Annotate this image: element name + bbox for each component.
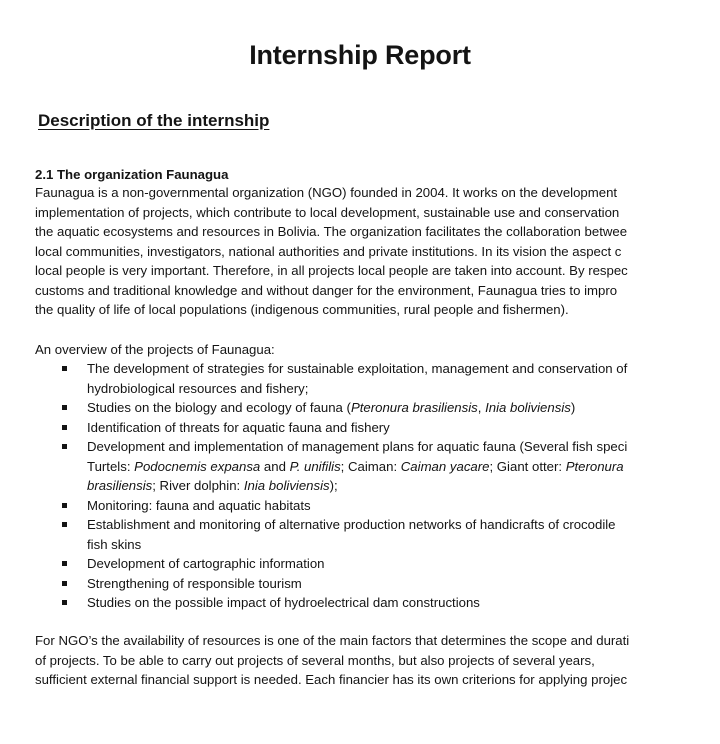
- list-item: Monitoring: fauna and aquatic habitats: [0, 496, 720, 516]
- list-item-continuation: Turtels: Podocnemis expansa and P. unifilis; Caiman: Caiman yacare; Giant otter: Pteronura: [87, 458, 624, 474]
- list-item: Establishment and monitoring of alternative production networks of handicrafts of crocodile: [0, 515, 720, 535]
- paragraph-line: local communities, investigators, national authorities and private institutions. In its vision the aspect c: [35, 243, 622, 259]
- square-bullet-icon: [62, 425, 67, 430]
- paragraph-line: implementation of projects, which contribute to local development, sustainable use and conservation: [35, 204, 620, 220]
- list-item-continuation: hydrobiological resources and fishery;: [87, 380, 309, 396]
- overview-intro: An overview of the projects of Faunagua:: [35, 342, 275, 357]
- paragraph-line: the aquatic ecosystems and resources in Bolivia. The organization facilitates the collaboration betwee: [35, 224, 628, 239]
- square-bullet-icon: [62, 522, 67, 527]
- list-item: Identification of threats for aquatic fauna and fishery: [0, 418, 720, 438]
- projects-bullet-list: [0, 359, 720, 613]
- list-item: Studies on the biology and ecology of fauna (Pteronura brasiliensis, Inia boliviensis): [0, 398, 720, 418]
- paragraph-line: of projects. To be able to carry out projects of several months, but also projects of several years,: [35, 652, 595, 668]
- square-bullet-icon: [62, 561, 67, 566]
- paragraph-line: sufficient external financial support is needed. Each financier has its own criterions for applying projec: [35, 672, 628, 687]
- paragraph-line: local people is very important. Therefore, in all projects local people are taken into account. By respec: [35, 263, 628, 278]
- list-item: Studies on the possible impact of hydroelectrical dam constructions: [0, 593, 720, 613]
- paragraph-resources: [35, 631, 720, 690]
- document-title: Internship Report: [249, 40, 471, 70]
- paragraph-line: For NGO’s the availability of resources is one of the main factors that determines the scope and durati: [35, 633, 630, 648]
- list-item: The development of strategies for sustainable exploitation, management and conservation of: [0, 359, 720, 379]
- section-heading: Description of the internship: [38, 111, 270, 130]
- subsection-heading: 2.1 The organization Faunagua: [35, 167, 229, 182]
- square-bullet-icon: [62, 581, 67, 586]
- list-item: Strengthening of responsible tourism: [0, 574, 720, 594]
- list-item: Development and implementation of management plans for aquatic fauna (Several fish speci: [0, 437, 720, 457]
- paragraph-line: customs and traditional knowledge and without danger for the environment, Faunagua tries to impro: [35, 282, 618, 298]
- square-bullet-icon: [62, 600, 67, 605]
- paragraph-line: Faunagua is a non-governmental organization (NGO) founded in 2004. It works on the development: [35, 185, 618, 200]
- square-bullet-icon: [62, 444, 67, 449]
- list-item-continuation: brasiliensis; River dolphin: Inia boliviensis);: [87, 478, 338, 493]
- paragraph-line: the quality of life of local populations (indigenous communities, rural people and fishermen).: [35, 302, 569, 317]
- paragraph-organization: [35, 183, 720, 320]
- list-item: Development of cartographic information: [0, 554, 720, 574]
- square-bullet-icon: [62, 405, 67, 410]
- square-bullet-icon: [62, 503, 67, 508]
- list-item-continuation: fish skins: [87, 536, 142, 552]
- square-bullet-icon: [62, 366, 67, 371]
